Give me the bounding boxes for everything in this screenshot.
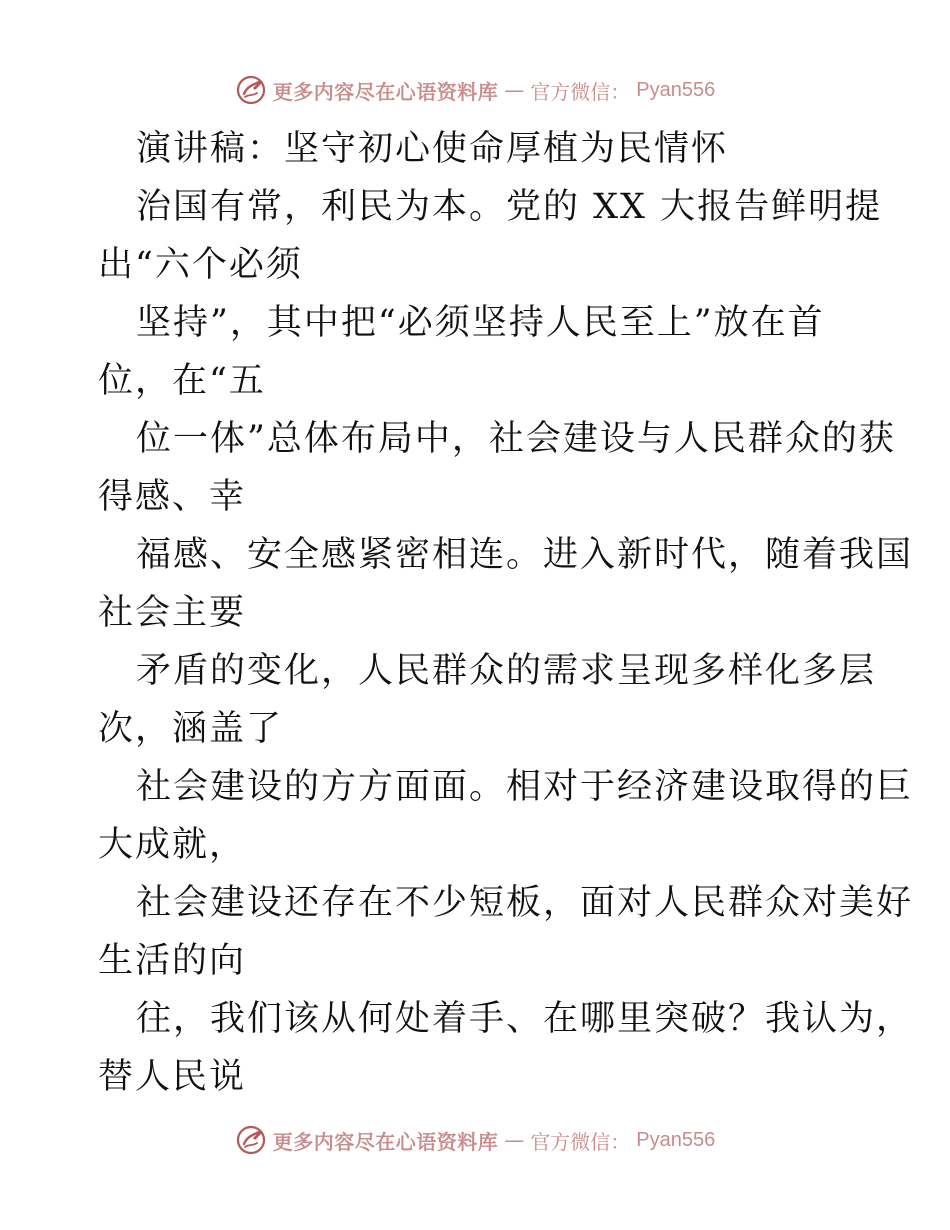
watermark-dash: — <box>504 1128 525 1152</box>
text-line: 次，涵盖了 <box>98 709 284 749</box>
footer-watermark <box>0 1120 950 1160</box>
pen-swirl-logo-icon <box>235 74 267 106</box>
watermark-wechat-id: Pyan556 <box>636 78 716 101</box>
text-line: 位一体”总体布局中，社会建设与人民群众的获 <box>136 419 896 459</box>
watermark-wechat-label: 官方微信： <box>530 79 631 104</box>
pen-swirl-logo-icon <box>235 1124 267 1156</box>
document-title: 演讲稿：坚守初心使命厚植为民情怀 <box>136 129 729 169</box>
watermark-group <box>235 1124 715 1156</box>
text-line: 位，在“五 <box>98 361 266 401</box>
text-line: 得感、幸 <box>98 477 247 517</box>
text-line: 福感、安全感紧密相连。进入新时代，随着我国 <box>136 535 914 575</box>
watermark-brand: 更多内容尽在心语资料库 <box>272 1129 499 1154</box>
text-line: 出“六个必须 <box>98 245 303 285</box>
text-line: 矛盾的变化，人民群众的需求呈现多样化多层 <box>136 651 877 691</box>
header-watermark <box>0 70 950 110</box>
text-line: 往，我们该从何处着手、在哪里突破？我认为， <box>136 999 914 1039</box>
watermark-group <box>235 74 715 106</box>
text-line: 生活的向 <box>98 941 247 981</box>
text-line: 大成就， <box>98 825 247 865</box>
text-line: 坚持”，其中把“必须坚持人民至上”放在首 <box>136 303 825 343</box>
document-body <box>98 120 914 1106</box>
text-line: 社会建设还存在不少短板，面对人民群众对美好 <box>136 883 914 923</box>
watermark-brand: 更多内容尽在心语资料库 <box>272 79 499 104</box>
text-line: 治国有常，利民为本。党的 XX 大报告鲜明提 <box>136 187 883 227</box>
text-line: 社会建设的方方面面。相对于经济建设取得的巨 <box>136 767 914 807</box>
text-line: 替人民说 <box>98 1057 247 1097</box>
watermark-dash: — <box>504 78 525 102</box>
text-line: 社会主要 <box>98 593 247 633</box>
watermark-wechat-id: Pyan556 <box>636 1128 716 1151</box>
watermark-wechat-label: 官方微信： <box>530 1129 631 1154</box>
